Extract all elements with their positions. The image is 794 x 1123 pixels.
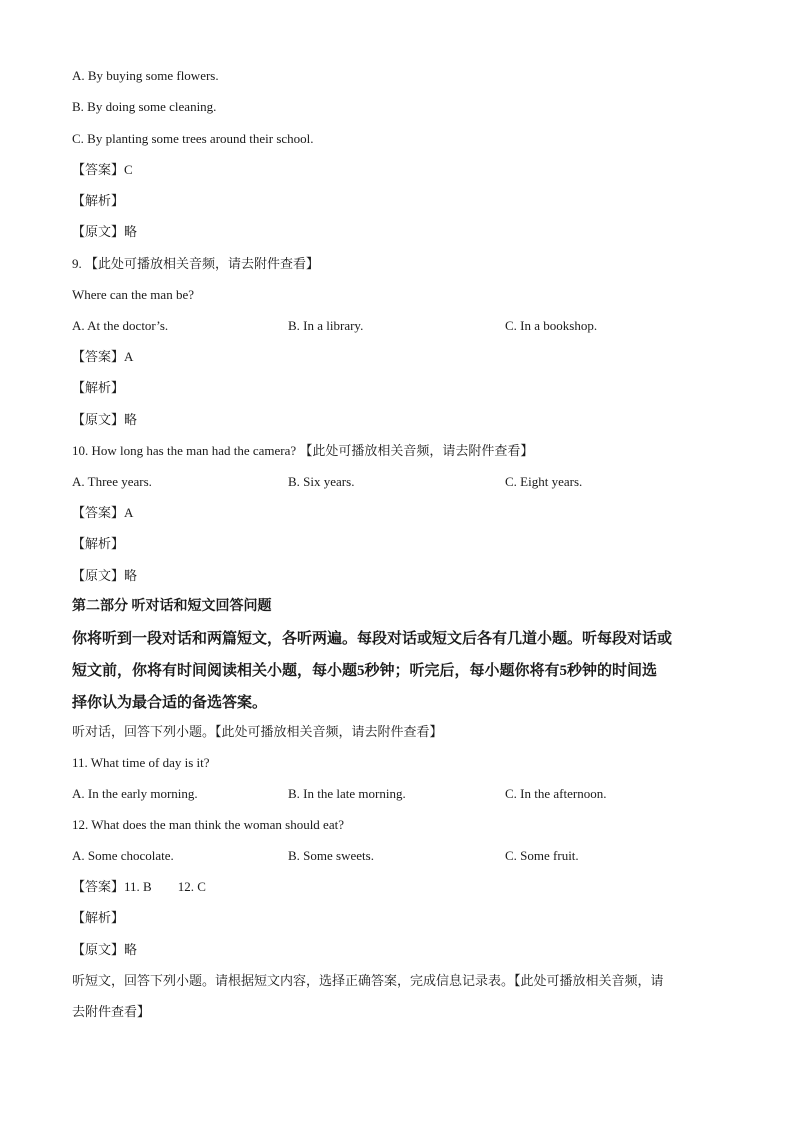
q8-analysis: 【解析】 [72, 193, 125, 208]
q11-option-a: A. In the early morning. [72, 786, 198, 801]
q11-12-original: 【原文】略 [72, 942, 138, 957]
q9-option-b: B. In a library. [288, 318, 364, 333]
q12-option-c: C. Some fruit. [505, 848, 579, 863]
q12-option-a: A. Some chocolate. [72, 848, 174, 863]
q11-option-c: C. In the afternoon. [505, 786, 607, 801]
q10-option-c: C. Eight years. [505, 474, 583, 489]
q10-analysis: 【解析】 [72, 536, 125, 551]
q10-answer: 【答案】A [72, 505, 134, 520]
part2-title: 第二部分 听对话和短文回答问题 [72, 599, 272, 614]
part2-instructions [72, 623, 724, 719]
q11-12-answer: 【答案】11. B 12. C [72, 879, 206, 894]
part2-instructions-line2: 短文前，你将有时间阅读相关小题，每小题5秒钟；听完后，每小题你将有5秒钟的时间选 [72, 663, 658, 679]
q12-question: 12. What does the man think the woman should eat? [72, 817, 344, 832]
q11-12-analysis: 【解析】 [72, 910, 125, 925]
q10-option-b: B. Six years. [288, 474, 355, 489]
q10-question: 10. How long has the man had the camera? 【此处可播放相关音频，请去附件查看】 [72, 443, 534, 458]
part2-instructions-line1: 你将听到一段对话和两篇短文，各听两遍。每段对话或短文后各有几道小题。听每段对话或 [72, 631, 673, 647]
q8-option-b: B. By doing some cleaning. [72, 99, 217, 114]
q8-option-a: A. By buying some flowers. [72, 68, 219, 83]
q8-original: 【原文】略 [72, 224, 138, 239]
q9-option-c: C. In a bookshop. [505, 318, 598, 333]
q8-answer: 【答案】C [72, 162, 133, 177]
q9-question: Where can the man be? [72, 287, 194, 302]
q9-original: 【原文】略 [72, 412, 138, 427]
q10-original: 【原文】略 [72, 568, 138, 583]
part2-instructions-line3: 择你认为最合适的备选答案。 [72, 695, 268, 711]
q9-option-a: A. At the doctor’s. [72, 318, 169, 333]
q9-analysis: 【解析】 [72, 380, 125, 395]
q9-header: 9. 【此处可播放相关音频，请去附件查看】 [72, 256, 320, 271]
q11-question: 11. What time of day is it? [72, 755, 210, 770]
q11-option-b: B. In the late morning. [288, 786, 406, 801]
q8-option-c: C. By planting some trees around their school. [72, 131, 314, 146]
q9-answer: 【答案】A [72, 349, 134, 364]
dialogue-prompt: 听对话，回答下列小题。【此处可播放相关音频，请去附件查看】 [72, 724, 443, 739]
passage-prompt-line1: 听短文，回答下列小题。请根据短文内容，选择正确答案，完成信息记录表。【此处可播放相关音频，请 [72, 973, 664, 988]
q12-option-b: B. Some sweets. [288, 848, 374, 863]
passage-prompt-line2: 去附件查看】 [72, 1004, 151, 1019]
q10-option-a: A. Three years. [72, 474, 152, 489]
